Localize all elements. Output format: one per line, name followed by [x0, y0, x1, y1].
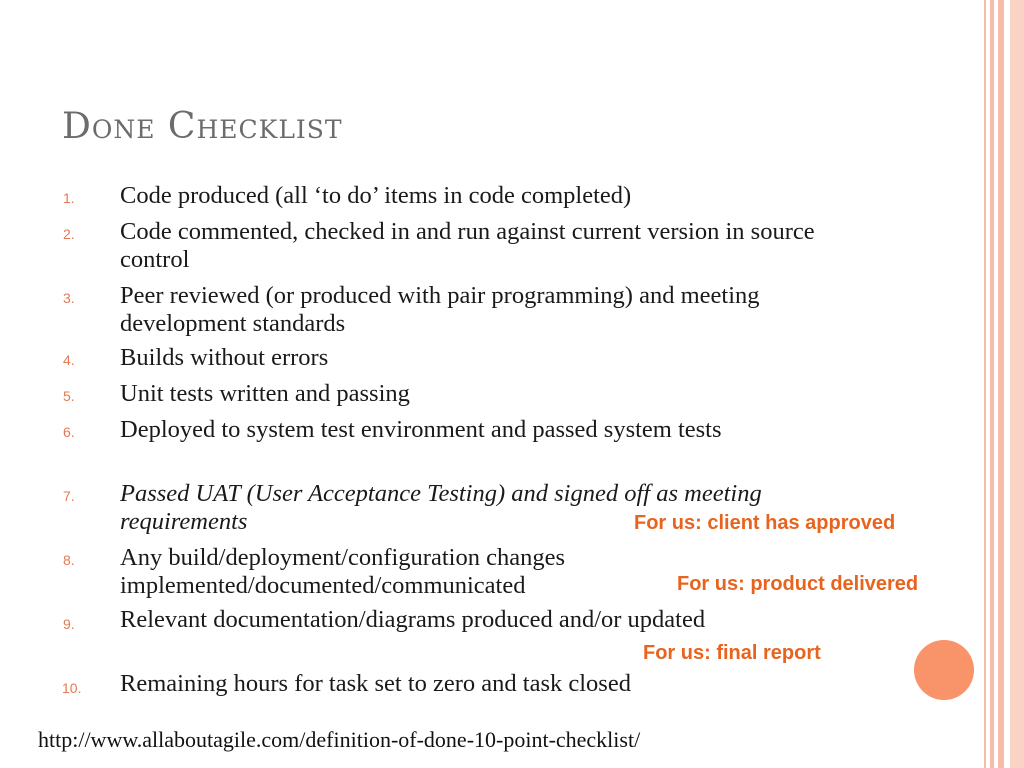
item-text: Deployed to system test environment and passed system tests: [120, 416, 722, 443]
item-text: Peer reviewed (or produced with pair programming) and meeting development standards: [120, 282, 760, 337]
border-stripe: [984, 0, 986, 768]
item-text: Remaining hours for task set to zero and task closed: [120, 670, 631, 697]
item-number: 7.: [63, 488, 75, 504]
item-number: 3.: [63, 290, 75, 306]
slide-title: Done Checklist: [62, 106, 343, 147]
item-text: Code produced (all ‘to do’ items in code completed): [120, 182, 632, 209]
item-number: 5.: [63, 388, 75, 404]
item-text: Passed UAT (User Acceptance Testing) and signed off as meeting requirements: [120, 480, 762, 535]
item-number: 2.: [63, 226, 75, 242]
note-final-report: For us: final report: [643, 642, 821, 664]
decorative-border: [976, 0, 1024, 768]
border-stripe: [990, 0, 994, 768]
item-text: Unit tests written and passing: [120, 380, 410, 407]
source-url: http://www.allaboutagile.com/definition-of-done-10-point-checklist/: [38, 727, 641, 752]
item-number: 4.: [63, 352, 75, 368]
note-client-approved: For us: client has approved: [634, 512, 896, 534]
item-text: Code commented, checked in and run against current version in source control: [120, 218, 815, 273]
item-text: Any build/deployment/configuration changes implemented/documented/communicated: [120, 544, 565, 599]
item-number: 8.: [63, 552, 75, 568]
border-stripe: [998, 0, 1004, 768]
border-stripe: [1010, 0, 1024, 768]
decorative-circle: [914, 640, 974, 700]
item-text: Builds without errors: [120, 344, 329, 371]
item-text: Relevant documentation/diagrams produced and/or updated: [120, 606, 706, 633]
item-number: 9.: [63, 616, 75, 632]
item-number: 10.: [62, 680, 82, 696]
note-product-delivered: For us: product delivered: [677, 573, 919, 595]
item-number: 1.: [63, 190, 75, 206]
item-number: 6.: [63, 424, 75, 440]
